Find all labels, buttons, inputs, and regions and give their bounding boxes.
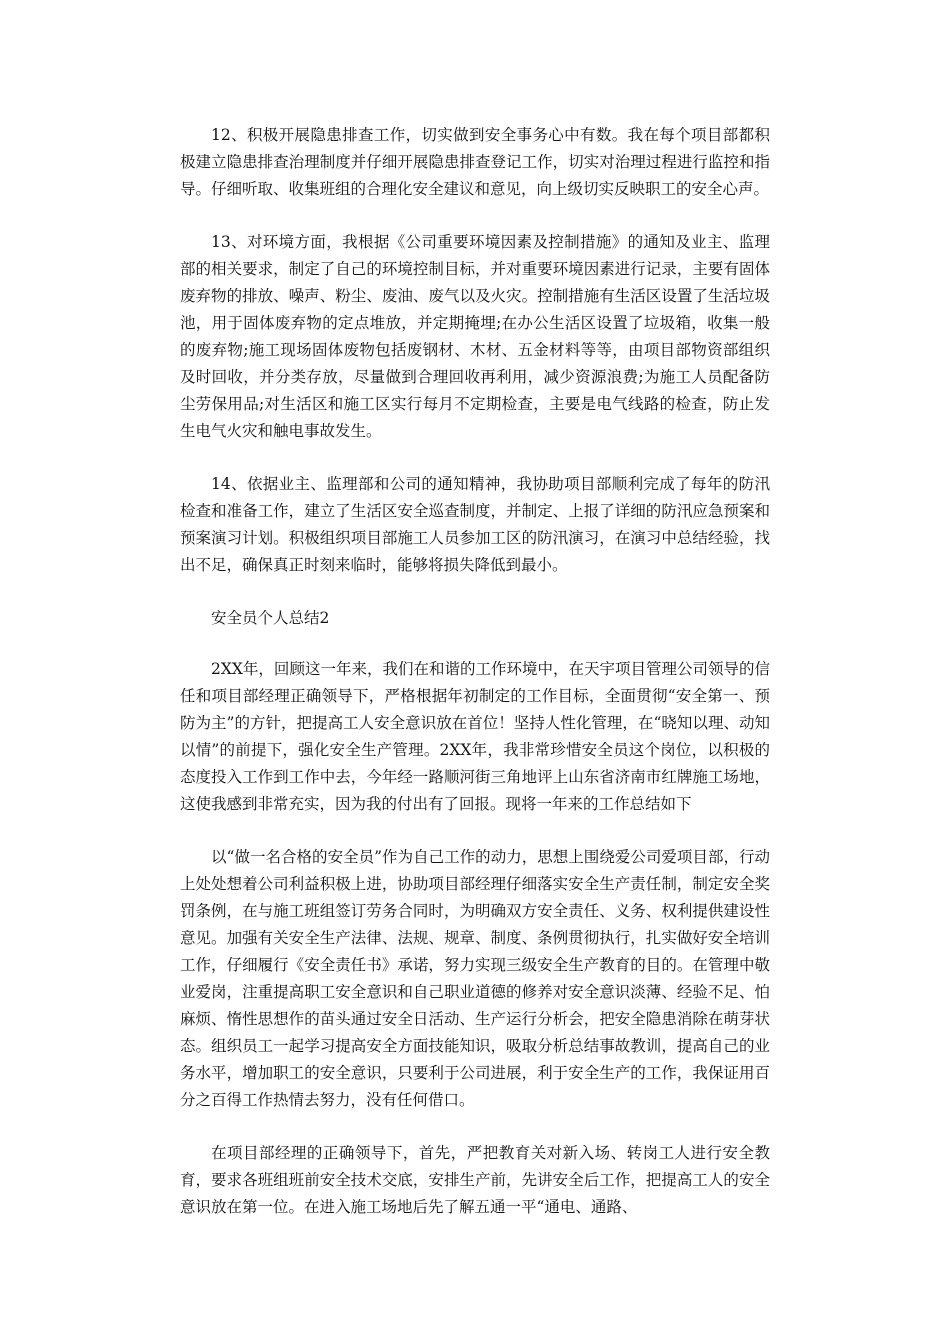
paragraph-12: 12、积极开展隐患排查工作，切实做到安全事务心中有数。我在每个项目部都积极建立隐患排查治理制度并仔细开展隐患排查登记工作，切实对治理过程进行监控和指导。仔细听取、收集班组的合理化安全建议和意见，向上级切实反映职工的安全心声。	[180, 126, 770, 198]
document-body	[180, 122, 770, 1247]
paragraph-13: 13、对环境方面，我根据《公司重要环境因素及控制措施》的通知及业主、监理部的相关要求，制定了自己的环境控制目标，并对重要环境因素进行记录，主要有固体废弃物的排放、噪声、粉尘、废油、废气以及火灾。控制措施有生活区设置了生活垃圾池，用于固体废弃物的定点堆放，并定期掩埋;在办公生活区设置了垃圾箱，收集一般的废弃物;施工现场固体废物包括废钢材、木材、五金材料等等，由项目部物资部组织及时回收，并分类存放，尽量做到合理回收再利用，减少资源浪费;为施工人员配备防尘劳保用品;对生活区和施工区实行每月不定期检查，主要是电气线路的检查，防止发生电气火灾和触电事故发生。	[180, 233, 770, 440]
paragraph-motivation: 以“做一名合格的安全员”作为自己工作的动力，思想上围绕爱公司爱项目部，行动上处处想着公司利益积极上进，协助项目部经理仔细落实安全生产责任制，制定安全奖罚条例，在与施工班组签订劳务合同时，为明确双方安全责任、义务、权利提供建设性意见。加强有关安全生产法律、法规、规章、制度、条例贯彻执行，扎实做好安全培训工作，仔细履行《安全责任书》承诺，努力实现三级安全生产教育的目的。在管理中敬业爱岗，注重提高职工安全意识和自己职业道德的修养对安全意识淡薄、经验不足、怕麻烦、惰性思想作的苗头通过安全日活动、生产运行分析会，把安全隐患消除在萌芽状态。组织员工一起学习提高安全方面技能知识，吸取分析总结事故教训，提高自己的业务水平，增加职工的安全意识，只要利于公司进展，利于安全生产的工作，我保证用百分之百得工作热情去努力，没有任何借口。	[180, 848, 770, 1109]
paragraph-14: 14、依据业主、监理部和公司的通知精神，我协助项目部顺利完成了每年的防汛检查和准备工作，建立了生活区安全巡查制度，并制定、上报了详细的防汛应急预案和预案演习计划。积极组织项目部施工人员参加工区的防汛演习，在演习中总结经验，找出不足，确保真正时刻来临时，能够将损失降低到最小。	[180, 475, 770, 574]
paragraph-education: 在项目部经理的正确领导下，首先，严把教育关对新入场、转岗工人进行安全教育，要求各班组班前安全技术交底，安排生产前，先讲安全后工作，把提高工人的安全意识放在第一位。在进入施工场地后先了解五通一平“通电、通路、	[180, 1144, 770, 1216]
paragraph-intro: 2XX年，回顾这一年来，我们在和谐的工作环境中，在天宇项目管理公司领导的信任和项目部经理正确领导下，严格根据年初制定的工作目标，全面贯彻“安全第一、预防为主”的方针，把提高工人安全意识放在首位！坚持人性化管理，在“晓知以理、动知以情”的前提下，强化安全生产管理。2XX年，我非常珍惜安全员这个岗位，以积极的态度投入工作到工作中去，今年经一路顺河街三角地评上山东省济南市红牌施工场地，这使我感到非常充实，因为我的付出有了回报。现将一年来的工作总结如下	[180, 660, 770, 813]
section-title: 安全员个人总结2	[211, 609, 330, 627]
